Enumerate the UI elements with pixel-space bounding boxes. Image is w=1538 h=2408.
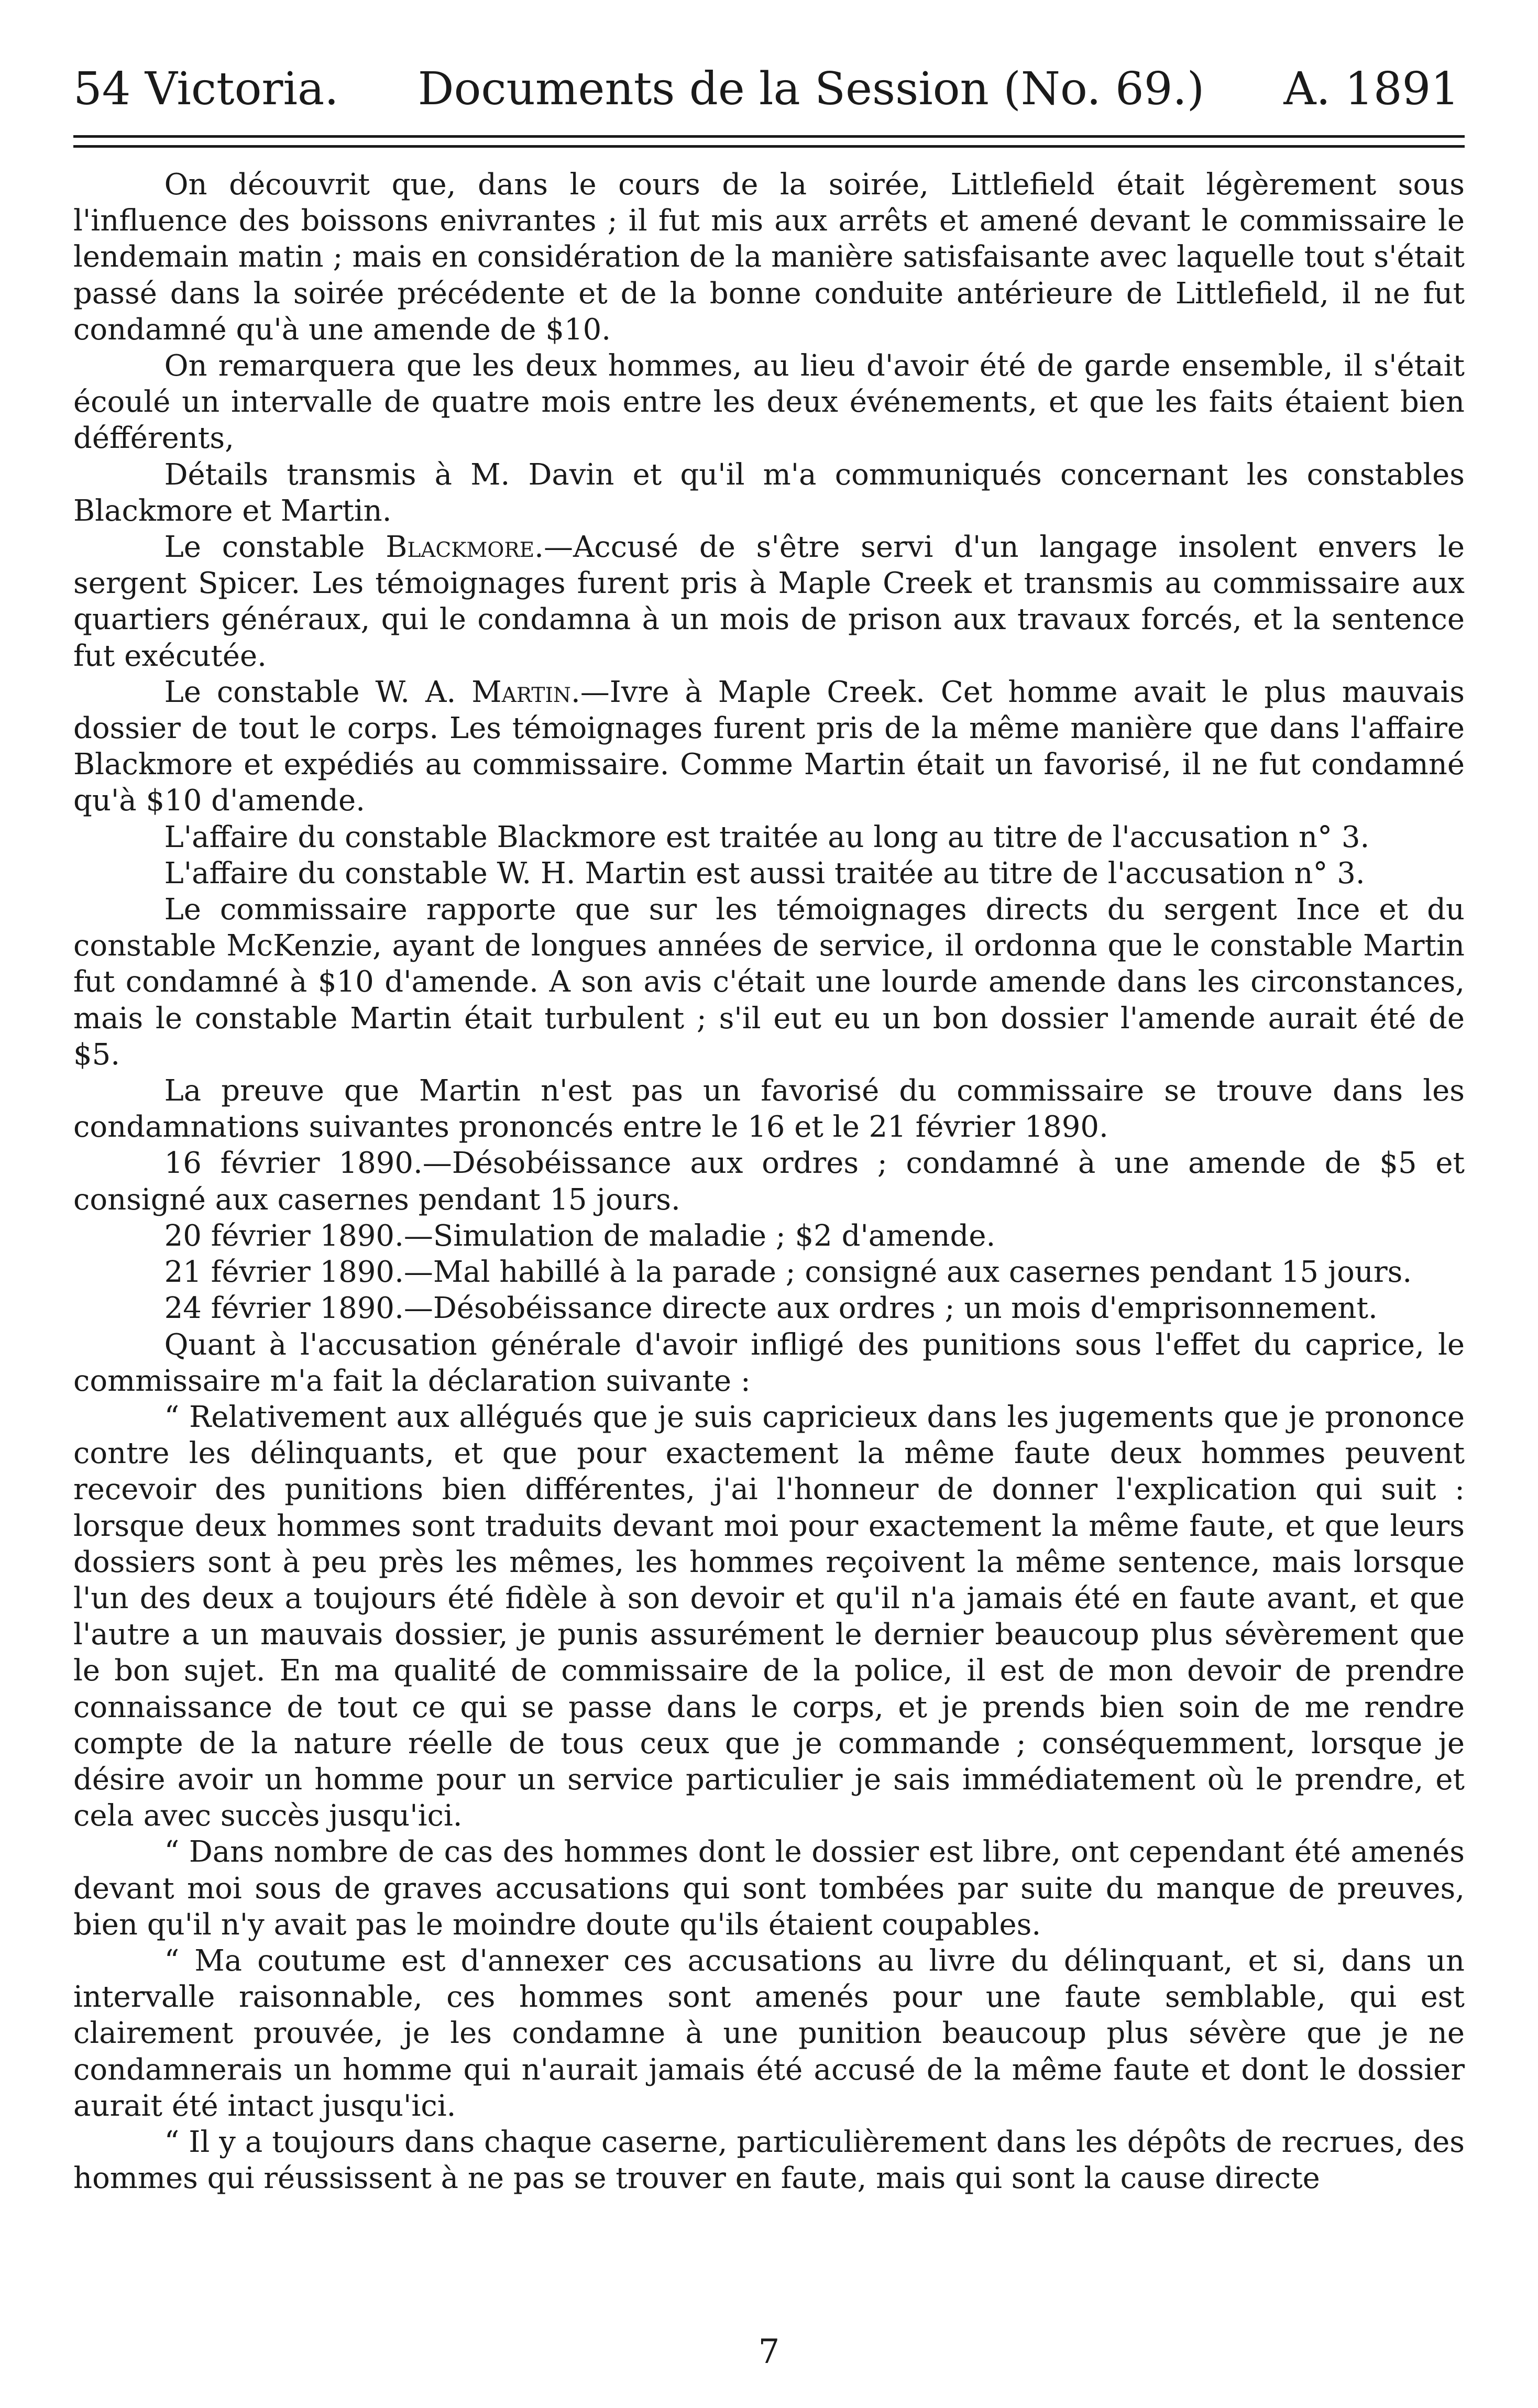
header-rule-top bbox=[73, 135, 1465, 138]
paragraph: Quant à l'accusation générale d'avoir infligé des punitions sous l'effet du caprice, le commissaire m'a fait la déclaration suivante : bbox=[73, 1327, 1465, 1398]
quoted-paragraph: “ Relativement aux allégués que je suis capricieux dans les jugements que je prononce contre les délinquants, et que pour exactement la même faute deux hommes peuvent recevoir des punitions bien différentes, j'ai l'honneur de donner l'explication qui suit : lorsque deux hommes sont traduits devant moi pour exactement la même faute, et que leurs dossiers sont à peu près les mêmes, les hommes reçoivent la même sentence, mais lorsque l'un des deux a toujours été fidèle à son devoir et qu'il n'a jamais été en faute avant, et que l'autre a un mauvais dossier, je punis assurément le dernier beaucoup plus sévèrement que le bon sujet. En ma qualité de commissaire de la police, il est de mon devoir de prendre connaissance de tout ce qui se passe dans le corps, et je prends bien soin de me rendre compte de la nature réelle de tous ceux que je commande ; conséquemment, lorsque je désire avoir un homme pour un service particulier je sais immédiatement où le prendre, et cela avec succès jusqu'ici. bbox=[73, 1400, 1465, 1833]
running-header bbox=[73, 63, 1465, 115]
paragraph: L'affaire du constable Blackmore est traitée au long au titre de l'accusation n° 3. bbox=[164, 820, 1370, 854]
page-number: 7 bbox=[758, 2333, 780, 2371]
header-year: A. 1891 bbox=[1283, 63, 1459, 115]
header-title: Documents de la Session (No. 69.) bbox=[418, 63, 1205, 115]
quoted-paragraph: “ Ma coutume est d'annexer ces accusations au livre du délinquant, et si, dans un intervalle raisonnable, ces hommes sont amenés pour une faute semblable, qui est clairement prouvée, je les condamne à une punition beaucoup plus sévère que je ne condamnerais un homme qui n'aurait jamais été accusé de la même faute et dont le dossier aurait été intact jusqu'ici. bbox=[73, 1943, 1465, 2123]
paragraph-rest: .—Accusé de s'être servi d'un langage insolent envers le sergent Spicer. Les témoignages furent pris à Maple Creek et transmis au commissaire aux quartiers généraux, qui le condamna à un mois de prison aux travaux forcés, et la sentence fut exécutée. bbox=[73, 530, 1465, 673]
header-rule-bottom bbox=[73, 145, 1465, 148]
quoted-paragraph: “ Dans nombre de cas des hommes dont le dossier est libre, ont cependant été amenés devant moi sous de graves accusations qui sont tombées par suite du manque de preuves, bien qu'il n'y avait pas le moindre doute qu'ils étaient coupables. bbox=[73, 1835, 1465, 1942]
paragraph: Détails transmis à M. Davin et qu'il m'a communiqués concernant les constables Blackmore et Martin. bbox=[73, 457, 1465, 528]
paragraph: On découvrit que, dans le cours de la soirée, Littlefield était légèrement sous l'influence des boissons enivrantes ; il fut mis aux arrêts et amené devant le commissaire le lendemain matin ; mais en considération de la manière satisfaisante avec laquelle tout s'était passé dans la soirée précédente et de la bonne conduite antérieure de Littlefield, il ne fut condamné qu'à une amende de $10. bbox=[73, 168, 1465, 347]
header-regnal-year: 54 Victoria. bbox=[73, 63, 339, 115]
paragraph: 16 février 1890.—Désobéissance aux ordres ; condamné à une amende de $5 et consigné aux casernes pendant 15 jours. bbox=[73, 1146, 1465, 1217]
paragraph-martin bbox=[73, 674, 1465, 819]
paragraph: 21 février 1890.—Mal habillé à la parade ; consigné aux casernes pendant 15 jours. bbox=[164, 1255, 1412, 1290]
body-text bbox=[73, 167, 1465, 2196]
paragraph-rest: .—Ivre à Maple Creek. Cet homme avait le plus mauvais dossier de tout le corps. Les témoignages furent pris de la même manière que dans l'affaire Blackmore et expédiés au commissaire. Comme Martin était un favorisé, il ne fut condamné qu'à $10 d'amende. bbox=[73, 675, 1465, 818]
quoted-paragraph: “ Il y a toujours dans chaque caserne, particulièrement dans les dépôts de recrues, des hommes qui réussissent à ne pas se trouver en faute, mais qui sont la cause directe bbox=[73, 2125, 1465, 2196]
paragraph: On remarquera que les deux hommes, au lieu d'avoir été de garde ensemble, il s'était écoulé un intervalle de quatre mois entre les deux événements, et que les faits étaient bien défférents, bbox=[73, 349, 1465, 456]
constable-name: Blackmore bbox=[386, 530, 535, 565]
paragraph: 24 février 1890.—Désobéissance directe aux ordres ; un mois d'emprisonnement. bbox=[164, 1291, 1378, 1326]
paragraph-lead: Le constable W. A. bbox=[164, 675, 472, 709]
paragraph: La preuve que Martin n'est pas un favorisé du commissaire se trouve dans les condamnations suivantes prononcés entre le 16 et le 21 février 1890. bbox=[73, 1074, 1465, 1145]
paragraph: L'affaire du constable W. H. Martin est aussi traitée au titre de l'accusation n° 3. bbox=[164, 856, 1365, 890]
paragraph: 20 février 1890.—Simulation de maladie ; $2 d'amende. bbox=[164, 1218, 996, 1253]
paragraph-blackmore bbox=[73, 529, 1465, 674]
header-double-rule bbox=[73, 135, 1465, 148]
paragraph-lead: Le constable bbox=[164, 530, 386, 565]
paragraph: Le commissaire rapporte que sur les témoignages directs du sergent Ince et du constable McKenzie, ayant de longues années de service, il ordonna que le constable Martin fut condamné à $10 d'amende. A son avis c'était une lourde amende dans les circonstances, mais le constable Martin était turbulent ; s'il eut eu un bon dossier l'amende aurait été de $5. bbox=[73, 893, 1465, 1072]
constable-name: Martin bbox=[471, 675, 571, 709]
